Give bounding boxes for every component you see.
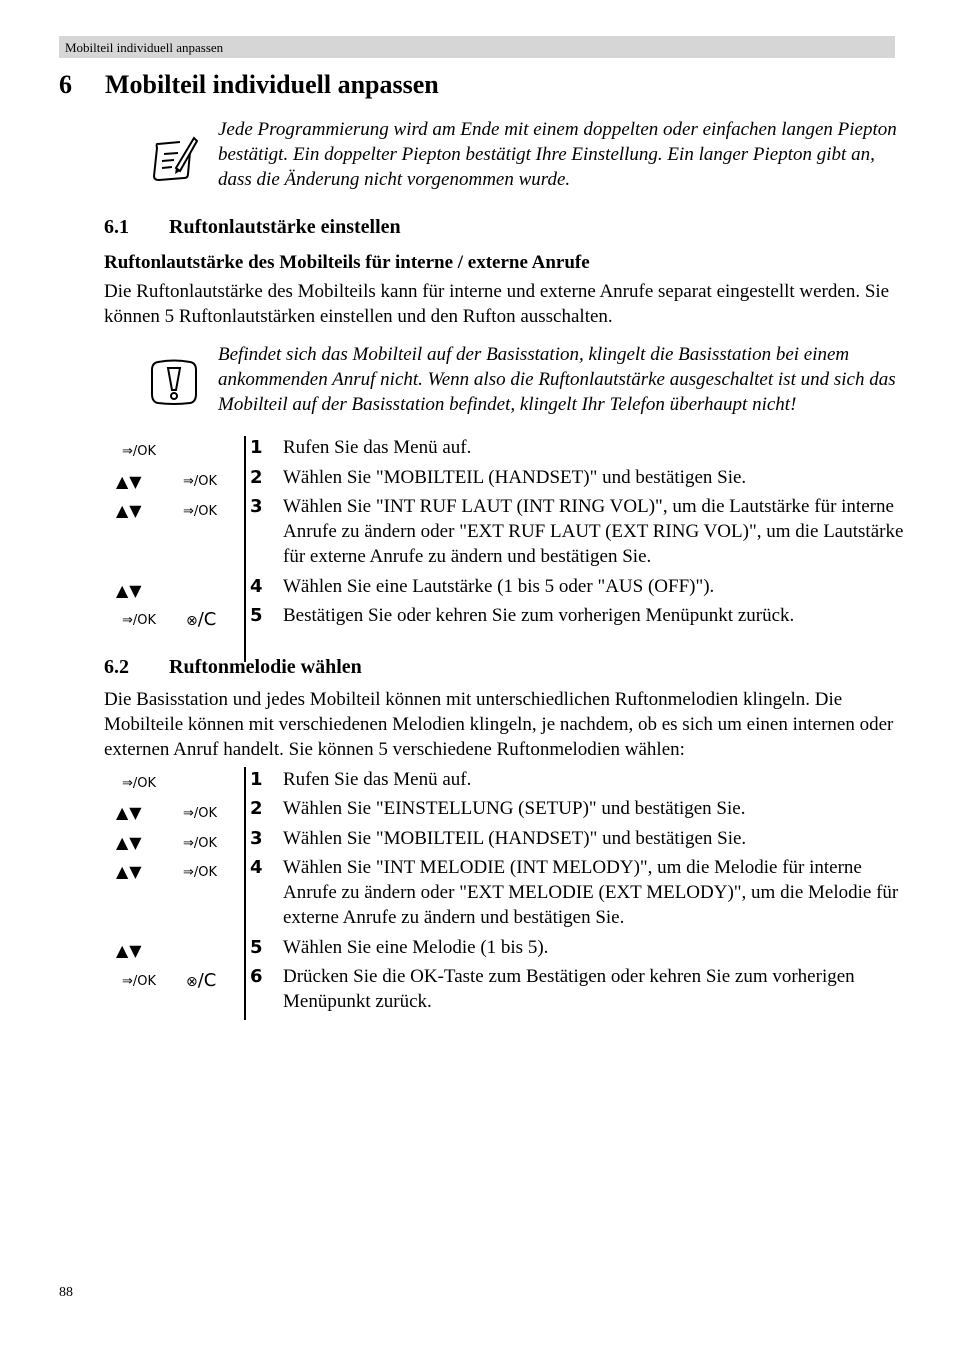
step-text: Rufen Sie das Menü auf. [283, 437, 472, 458]
up-down-arrow-keys-icon: ▲▼ [116, 833, 143, 852]
step-text: Wählen Sie eine Lautstärke (1 bis 5 oder "AUS (OFF)"). [283, 576, 715, 597]
steps-divider [244, 436, 246, 662]
step-text: Wählen Sie "MOBILTEIL (HANDSET)" und bestätigen Sie. [283, 828, 747, 849]
menu-ok-key-icon: ⇒/OK [122, 776, 157, 791]
step-text: Wählen Sie "INT MELODIE (INT MELODY)", um die Melodie für interne Anrufe zu ändern oder "EXT MELODIE (EXT MELODY)", um die Melodie für externe Anrufe zu ändern und bestätigen Sie. [283, 857, 899, 928]
section-title: Ruftonlautstärke einstellen [169, 216, 401, 238]
menu-ok-key-icon: ⇒/OK [122, 444, 157, 459]
step-item [250, 855, 910, 930]
up-down-arrow-keys-icon: ▲▼ [116, 581, 143, 600]
step-item [250, 465, 910, 490]
up-down-arrow-keys-icon: ▲▼ [116, 862, 143, 881]
section-title: Ruftonmelodie wählen [169, 656, 362, 678]
step-number: 5 [250, 937, 263, 958]
step-text: Rufen Sie das Menü auf. [283, 769, 472, 790]
step-number: 4 [250, 576, 263, 597]
step-number: 6 [250, 966, 263, 987]
section-heading-6-2 [104, 656, 362, 679]
step-number: 3 [250, 828, 263, 849]
menu-ok-key-icon: ⇒/OK [183, 865, 218, 880]
section-paragraph: Die Basisstation und jedes Mobilteil können mit unterschiedlichen Ruftonmelodien klingeln. Die Mobilteile können mit verschiedenen Melodien klingeln, je nachdem, ob es sich um einen internen oder externen Anruf handelt. Sie können 5 verschiedene Ruftonmelodien wählen: [104, 689, 894, 760]
step-number: 4 [250, 857, 263, 878]
step-text: Wählen Sie "EINSTELLUNG (SETUP)" und bestätigen Sie. [283, 798, 746, 819]
step-item [250, 574, 910, 599]
up-down-arrow-keys-icon: ▲▼ [116, 472, 143, 491]
section-number: 6.2 [104, 656, 129, 678]
cancel-key-icon: ⊗/C [186, 970, 217, 991]
step-item [250, 964, 910, 1014]
step-text: Wählen Sie "MOBILTEIL (HANDSET)" und bestätigen Sie. [283, 467, 747, 488]
page-number: 88 [59, 1285, 73, 1300]
step-item [250, 435, 910, 460]
menu-ok-key-icon: ⇒/OK [183, 474, 218, 489]
step-item [250, 767, 910, 792]
section-heading-6-1 [104, 216, 401, 239]
step-text: Drücken Sie die OK-Taste zum Bestätigen oder kehren Sie zum vorherigen Menüpunkt zurück. [283, 966, 855, 1012]
up-down-arrow-keys-icon: ▲▼ [116, 941, 143, 960]
step-number: 5 [250, 605, 263, 626]
step-number: 2 [250, 467, 263, 488]
menu-ok-key-icon: ⇒/OK [122, 974, 157, 989]
up-down-arrow-keys-icon: ▲▼ [116, 501, 143, 520]
step-item [250, 603, 910, 628]
menu-ok-key-icon: ⇒/OK [183, 504, 218, 519]
step-number: 3 [250, 496, 263, 517]
cancel-key-icon: ⊗/C [186, 609, 217, 630]
step-number: 2 [250, 798, 263, 819]
step-item [250, 494, 910, 569]
section-number: 6.1 [104, 216, 129, 238]
step-item [250, 796, 910, 821]
note-text: Jede Programmierung wird am Ende mit einem doppelten oder einfachen langen Piepton bestätigt. Ein doppelter Piepton bestätigt Ihre Einstellung. Ein langer Piepton gibt an, dass die Änderung nicht vorgenommen wurde. [218, 119, 897, 190]
chapter-heading [59, 70, 439, 100]
running-header-title: Mobilteil individuell anpassen [65, 40, 224, 55]
chapter-title: Mobilteil individuell anpassen [105, 70, 439, 99]
subheading: Ruftonlautstärke des Mobilteils für interne / externe Anrufe [104, 252, 590, 273]
warning-text: Befindet sich das Mobilteil auf der Basisstation, klingelt die Basisstation bei einem ankommenden Anruf nicht. Wenn also die Ruftonlautstärke ausgeschaltet ist und sich das Mobilteil auf der Basisstation befindet, klingelt Ihr Telefon überhaupt nicht! [218, 344, 896, 415]
menu-ok-key-icon: ⇒/OK [122, 613, 157, 628]
step-text: Wählen Sie eine Melodie (1 bis 5). [283, 937, 549, 958]
steps-divider [244, 767, 246, 1020]
menu-ok-key-icon: ⇒/OK [183, 836, 218, 851]
running-header [59, 36, 895, 58]
menu-ok-key-icon: ⇒/OK [183, 806, 218, 821]
step-number: 1 [250, 769, 263, 790]
step-item [250, 826, 910, 851]
up-down-arrow-keys-icon: ▲▼ [116, 803, 143, 822]
step-text: Wählen Sie "INT RUF LAUT (INT RING VOL)", um die Lautstärke für interne Anrufe zu ändern oder "EXT RUF LAUT (EXT RING VOL)", um die Lautstärke für externe Anrufe zu ändern und bestätigen Sie. [283, 496, 904, 567]
step-text: Bestätigen Sie oder kehren Sie zum vorherigen Menüpunkt zurück. [283, 605, 795, 626]
exclamation-icon [150, 358, 198, 406]
step-item [250, 935, 910, 960]
note-pad-icon [150, 134, 198, 184]
chapter-number: 6 [59, 70, 72, 99]
section-paragraph: Die Ruftonlautstärke des Mobilteils kann für interne und externe Anrufe separat eingestellt werden. Sie können 5 Ruftonlautstärken einstellen und den Rufton ausschalten. [104, 281, 890, 327]
step-number: 1 [250, 437, 263, 458]
